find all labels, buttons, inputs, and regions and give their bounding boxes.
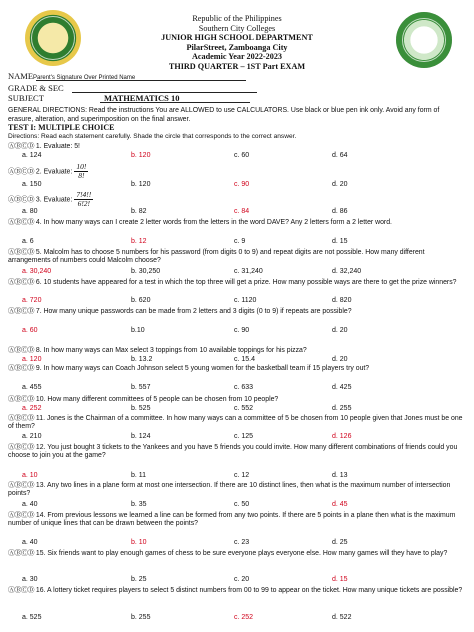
answer-bubbles[interactable]: ⒶⒷⒸⒹ	[8, 364, 34, 372]
choice-a[interactable]: a. 80	[22, 208, 38, 215]
choice-c[interactable]: c. 90	[234, 181, 250, 188]
choice-d[interactable]: d. 20	[332, 181, 348, 188]
question-text: In how many ways can Coach Johnson select 5 young women for the basketball team if 15 players try out?	[43, 365, 370, 372]
question-text: How many unique passwords can be made from 2 letters and 3 digits (0 to 9) if repeats are possible?	[43, 308, 352, 315]
fraction	[74, 191, 93, 208]
question-text: In how many ways can I create 2 letter words from the letters in the word DAVE? Any 2 letters form a 2 letter word.	[43, 219, 392, 226]
choice-c[interactable]: c. 84	[234, 208, 250, 215]
choice-b[interactable]: b. 120	[131, 181, 151, 188]
choice-c[interactable]: c. 9	[234, 238, 246, 245]
choice-b[interactable]: b. 82	[131, 208, 147, 215]
fraction-numerator: 7!4!!	[76, 190, 92, 199]
header-line-3: JUNIOR HIGH SCHOOL DEPARTMENT	[161, 33, 313, 43]
subject-label: SUBJECT	[8, 93, 44, 103]
question-8	[8, 346, 466, 355]
choice-a[interactable]: a. 30	[22, 576, 38, 583]
question-number: 14.	[34, 512, 48, 519]
question-number: 12.	[34, 444, 48, 451]
exam-header	[0, 14, 474, 72]
choice-c[interactable]: c. 125	[234, 433, 254, 440]
question-text: A lottery ticket requires players to select 5 distinct numbers from 00 to 99 to appear on the ticket. How many unique tickets are possible?	[47, 587, 463, 594]
question-15	[8, 549, 466, 558]
answer-bubbles[interactable]: ⒶⒷⒸⒹ	[8, 395, 34, 403]
choice-d[interactable]: d. 45	[332, 501, 348, 508]
question-number: 8.	[34, 347, 44, 354]
answer-bubbles[interactable]: ⒶⒷⒸⒹ	[8, 167, 34, 176]
question-12	[8, 443, 466, 461]
fraction-numerator: 10!	[76, 162, 87, 171]
choice-b[interactable]: b. 25	[131, 576, 147, 583]
answer-bubbles[interactable]: ⒶⒷⒸⒹ	[8, 414, 34, 422]
choice-b[interactable]: b. 120	[131, 152, 151, 159]
header-line-4: PilarStreet, Zamboanga City	[186, 42, 288, 52]
choice-c[interactable]: c. 15.4	[234, 356, 256, 363]
question-text: From previous lessons we learned a line can be formed from any two points. If there are 5 points in a plane then what is the maximum number of unique lines that can be drawn between the points?	[8, 512, 456, 528]
choice-d[interactable]: d. 522	[332, 614, 352, 621]
choice-c[interactable]: c. 23	[234, 539, 250, 546]
question-text: In how many ways can Max select 3 toppings from 10 available toppings for his pizza?	[43, 347, 307, 354]
choice-c[interactable]: c. 252	[234, 614, 254, 621]
question-7	[8, 307, 466, 316]
question-number: 6.	[34, 279, 44, 286]
name-line[interactable]	[36, 80, 246, 81]
subject-line	[100, 102, 250, 103]
header-line-5: Academic Year 2022-2023	[191, 52, 283, 62]
answer-bubbles[interactable]: ⒶⒷⒸⒹ	[8, 142, 34, 150]
question-number: 3.	[34, 196, 44, 204]
choice-b[interactable]: b.10	[131, 327, 145, 334]
answer-bubbles[interactable]: ⒶⒷⒸⒹ	[8, 586, 34, 594]
fraction-denominator: 8!	[78, 171, 85, 180]
answer-bubbles[interactable]: ⒶⒷⒸⒹ	[8, 346, 34, 354]
answer-bubbles[interactable]: ⒶⒷⒸⒹ	[8, 481, 34, 489]
choice-d[interactable]: d. 32,240	[332, 268, 362, 275]
question-text: How many different committees of 5 people can be chosen from 10 people?	[47, 396, 279, 403]
choice-a[interactable]: a. 10	[22, 472, 38, 479]
choice-b[interactable]: b. 557	[131, 384, 151, 391]
name-label: NAME	[8, 71, 34, 81]
header-line-2: Southern City Colleges	[198, 23, 276, 33]
choice-a[interactable]: a. 120	[22, 356, 42, 363]
fraction-denominator: 6!2!	[77, 199, 91, 208]
question-number: 9.	[34, 365, 44, 372]
grade-label: GRADE & SEC	[8, 83, 64, 93]
question-text: Six friends want to play enough games of chess to be sure everyone plays everyone else. How many games will they have to play?	[47, 550, 448, 557]
choice-a[interactable]: a. 210	[22, 433, 42, 440]
choice-d[interactable]: d. 820	[332, 297, 352, 304]
choice-a[interactable]: a. 252	[22, 405, 42, 412]
choice-b[interactable]: b. 35	[131, 501, 147, 508]
question-10	[8, 395, 466, 404]
header-line-1: Republic of the Philippines	[192, 14, 282, 23]
question-number: 5.	[34, 249, 44, 256]
choice-a[interactable]: a. 525	[22, 614, 42, 621]
choice-b[interactable]: b. 255	[131, 614, 151, 621]
question-3	[8, 191, 466, 208]
question-number: 16.	[34, 587, 48, 594]
question-text: Evaluate: 5!	[43, 143, 80, 150]
answer-bubbles[interactable]: ⒶⒷⒸⒹ	[8, 307, 34, 315]
choice-c[interactable]: c. 31,240	[234, 268, 263, 275]
choice-d[interactable]: d. 425	[332, 384, 352, 391]
question-number: 13.	[34, 482, 48, 489]
choice-c[interactable]: c. 12	[234, 472, 250, 479]
choice-a[interactable]: a. 720	[22, 297, 42, 304]
choice-c[interactable]: c. 633	[234, 384, 254, 391]
question-text: You just bought 3 tickets to the Yankees and you have 5 friends you could invite. How many different combinations of friends could you choose to join you at the game?	[8, 444, 458, 460]
choice-d[interactable]: d. 25	[332, 539, 348, 546]
subject-value: MATHEMATICS 10	[104, 93, 180, 103]
answer-bubbles[interactable]: ⒶⒷⒸⒹ	[8, 549, 34, 557]
choice-d[interactable]: d. 15	[332, 238, 348, 245]
test-title: TEST I: MULTIPLE CHOICE	[8, 123, 115, 132]
test-directions: Directions: Read each statement carefully. Shade the circle that corresponds to the correct answer.	[8, 133, 297, 140]
choice-b[interactable]: b. 12	[131, 238, 147, 245]
header-line-6: THIRD QUARTER – 1ST Part EXAM	[168, 61, 306, 71]
choice-c[interactable]: c. 552	[234, 405, 254, 412]
choice-d[interactable]: d. 15	[332, 576, 348, 583]
question-16	[8, 586, 466, 595]
choice-d[interactable]: d. 64	[332, 152, 348, 159]
choice-d[interactable]: d. 255	[332, 405, 352, 412]
fraction	[74, 163, 88, 180]
question-text: Malcolm has to choose 5 numbers for his password (from digits 0 to 9) and repeat digits are not possible. How many different arrangements of numbers could Malcolm choose?	[8, 249, 425, 265]
answer-bubbles[interactable]: ⒶⒷⒸⒹ	[8, 511, 34, 519]
question-6	[8, 278, 466, 287]
question-text: Any two lines in a plane form at most one intersection. If there are 10 distinct lines, then what is the maximum number of intersection points?	[8, 482, 451, 498]
choice-a[interactable]: a. 150	[22, 181, 42, 188]
choice-c[interactable]: c. 90	[234, 327, 250, 334]
choice-a[interactable]: a. 60	[22, 327, 38, 334]
choice-c[interactable]: c. 50	[234, 501, 250, 508]
question-text: 10 students have appeared for a test in which the top three will get a prize. How many possible ways are there to get the prize winners?	[43, 279, 457, 286]
choice-c[interactable]: c. 1120	[234, 297, 257, 304]
choice-b[interactable]: b. 11	[131, 472, 147, 479]
general-directions: GENERAL DIRECTIONS: Read the instructions You are ALLOWED to use CALCULATORS. Use black or blue pen ink only. Avoid any form of erasure, alteration, and superimposition on the final answer.	[8, 107, 440, 123]
question-1	[8, 142, 466, 151]
question-13	[8, 481, 466, 499]
choice-a[interactable]: a. 6	[22, 238, 34, 245]
answer-bubbles[interactable]: ⒶⒷⒸⒹ	[8, 443, 34, 451]
answer-bubbles[interactable]: ⒶⒷⒸⒹ	[8, 248, 34, 256]
question-number: 10.	[34, 396, 48, 403]
choice-b[interactable]: b. 30,250	[131, 268, 161, 275]
choice-d[interactable]: d. 20	[332, 356, 348, 363]
choice-b[interactable]: b. 620	[131, 297, 151, 304]
question-text: Evaluate:	[43, 168, 73, 176]
question-number: 7.	[34, 308, 44, 315]
choice-a[interactable]: a. 30,240	[22, 268, 52, 275]
answer-bubbles[interactable]: ⒶⒷⒸⒹ	[8, 218, 34, 226]
question-11	[8, 414, 466, 432]
question-text: Evaluate:	[43, 196, 73, 204]
question-number: 11.	[34, 415, 47, 422]
question-2	[8, 163, 466, 180]
question-number: 2.	[34, 168, 44, 176]
choice-b[interactable]: b. 13.2	[131, 356, 153, 363]
choice-a[interactable]: a. 455	[22, 384, 42, 391]
question-4	[8, 218, 466, 227]
question-5	[8, 248, 466, 266]
choice-a[interactable]: a. 40	[22, 501, 38, 508]
answer-bubbles[interactable]: ⒶⒷⒸⒹ	[8, 195, 34, 204]
question-9	[8, 364, 466, 373]
choice-b[interactable]: b. 525	[131, 405, 151, 412]
choice-c[interactable]: c. 20	[234, 576, 250, 583]
question-number: 1.	[34, 143, 44, 150]
choice-d[interactable]: d. 13	[332, 472, 348, 479]
choice-c[interactable]: c. 60	[234, 152, 250, 159]
choice-d[interactable]: d. 126	[332, 433, 352, 440]
answer-bubbles[interactable]: ⒶⒷⒸⒹ	[8, 278, 34, 286]
question-text: Jones is the Chairman of a committee. In how many ways can a committee of 5 be chosen from 10 people given that Jones must be one of them?	[8, 415, 463, 431]
question-number: 15.	[34, 550, 48, 557]
choice-a[interactable]: a. 40	[22, 539, 38, 546]
question-number: 4.	[34, 219, 44, 226]
choice-a[interactable]: a. 124	[22, 152, 42, 159]
choice-b[interactable]: b. 124	[131, 433, 151, 440]
choice-d[interactable]: d. 86	[332, 208, 348, 215]
choice-b[interactable]: b. 10	[131, 539, 147, 546]
parent-signature-label: Parent's Signature Over Printed Name	[33, 75, 136, 81]
question-14	[8, 511, 466, 529]
choice-d[interactable]: d. 20	[332, 327, 348, 334]
